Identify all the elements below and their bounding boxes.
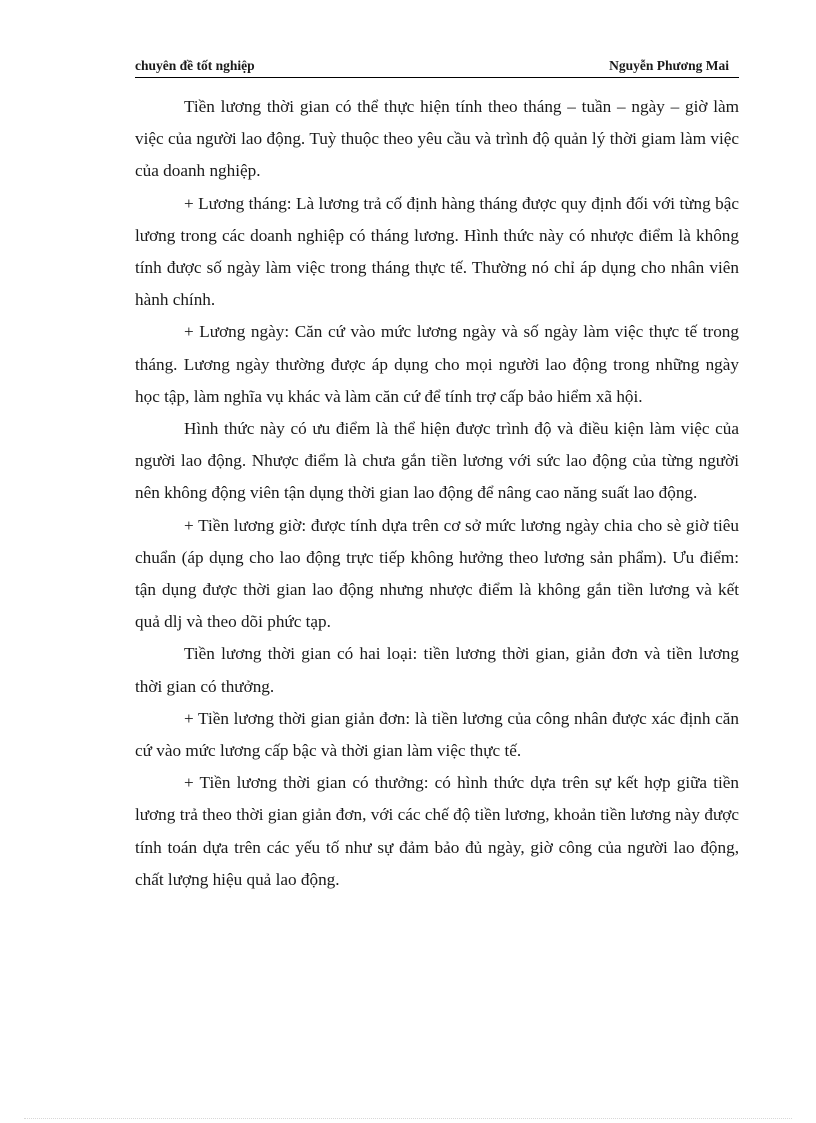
page-bottom-border bbox=[24, 1118, 792, 1119]
page-header bbox=[135, 57, 739, 78]
paragraph-monthly-wage: + Lương tháng: Là lương trả cố định hàng tháng được quy định đối với từng bậc lương trong các doanh nghiệp có tháng lương. Hình thức này có nhược điểm là không tính được số ngày làm việc trong tháng thực tế. Thường nó chỉ áp dụng cho nhân viên hành chính. bbox=[135, 193, 739, 310]
paragraph-hourly-wage: + Tiền lương giờ: được tính dựa trên cơ sở mức lương ngày chia cho sè giờ tiêu chuẩn (áp dụng cho lao động trực tiếp không hưởng theo lương sản phẩm). Ưu điểm: tận dụng được thời gian lao động nhưng nhược điểm là không gắn tiền lương và kết quả dlj và theo dõi phức tạp. bbox=[135, 515, 739, 632]
paragraph-time-wage-intro: Tiền lương thời gian có thể thực hiện tính theo tháng – tuần – ngày – giờ làm việc của người lao động. Tuỳ thuộc theo yêu cầu và trình độ quản lý thời giam làm việc của doanh nghiệp. bbox=[135, 97, 739, 181]
document-body bbox=[135, 91, 739, 896]
header-document-type: chuyên đề tốt nghiệp bbox=[135, 58, 255, 73]
paragraph-two-types: Tiền lương thời gian có hai loại: tiền lương thời gian, giản đơn và tiền lương thời gian có thưởng. bbox=[135, 644, 739, 696]
paragraph-daily-wage: + Lương ngày: Căn cứ vào mức lương ngày và số ngày làm việc thực tế trong tháng. Lương ngày thường được áp dụng cho mọi người lao động trong những ngày học tập, làm nghĩa vụ khác và làm căn cứ để tính trợ cấp bảo hiểm xã hội. bbox=[135, 322, 739, 406]
paragraph-simple-time-wage: + Tiền lương thời gian giản đơn: là tiền lương của công nhân được xác định căn cứ vào mức lương cấp bậc và thời gian làm việc thực tế. bbox=[135, 708, 739, 761]
paragraph-time-wage-bonus: + Tiền lương thời gian có thưởng: có hình thức dựa trên sự kết hợp giữa tiền lương trả theo thời gian giản đơn, với các chế độ tiền lương, khoản tiền lương này được tính toán dựa trên các yếu tố như sự đảm bảo đủ ngày, giờ công của người lao động, chất lượng hiệu quả lao động. bbox=[135, 773, 739, 889]
paragraph-advantages: Hình thức này có ưu điểm là thể hiện được trình độ và điều kiện làm việc của người lao động. Nhược điểm là chưa gắn tiền lương với sức lao động của từng người nên không động viên tận dụng thời gian lao động để nâng cao năng suất lao động. bbox=[135, 419, 739, 503]
header-author: Nguyễn Phương Mai bbox=[609, 58, 729, 73]
